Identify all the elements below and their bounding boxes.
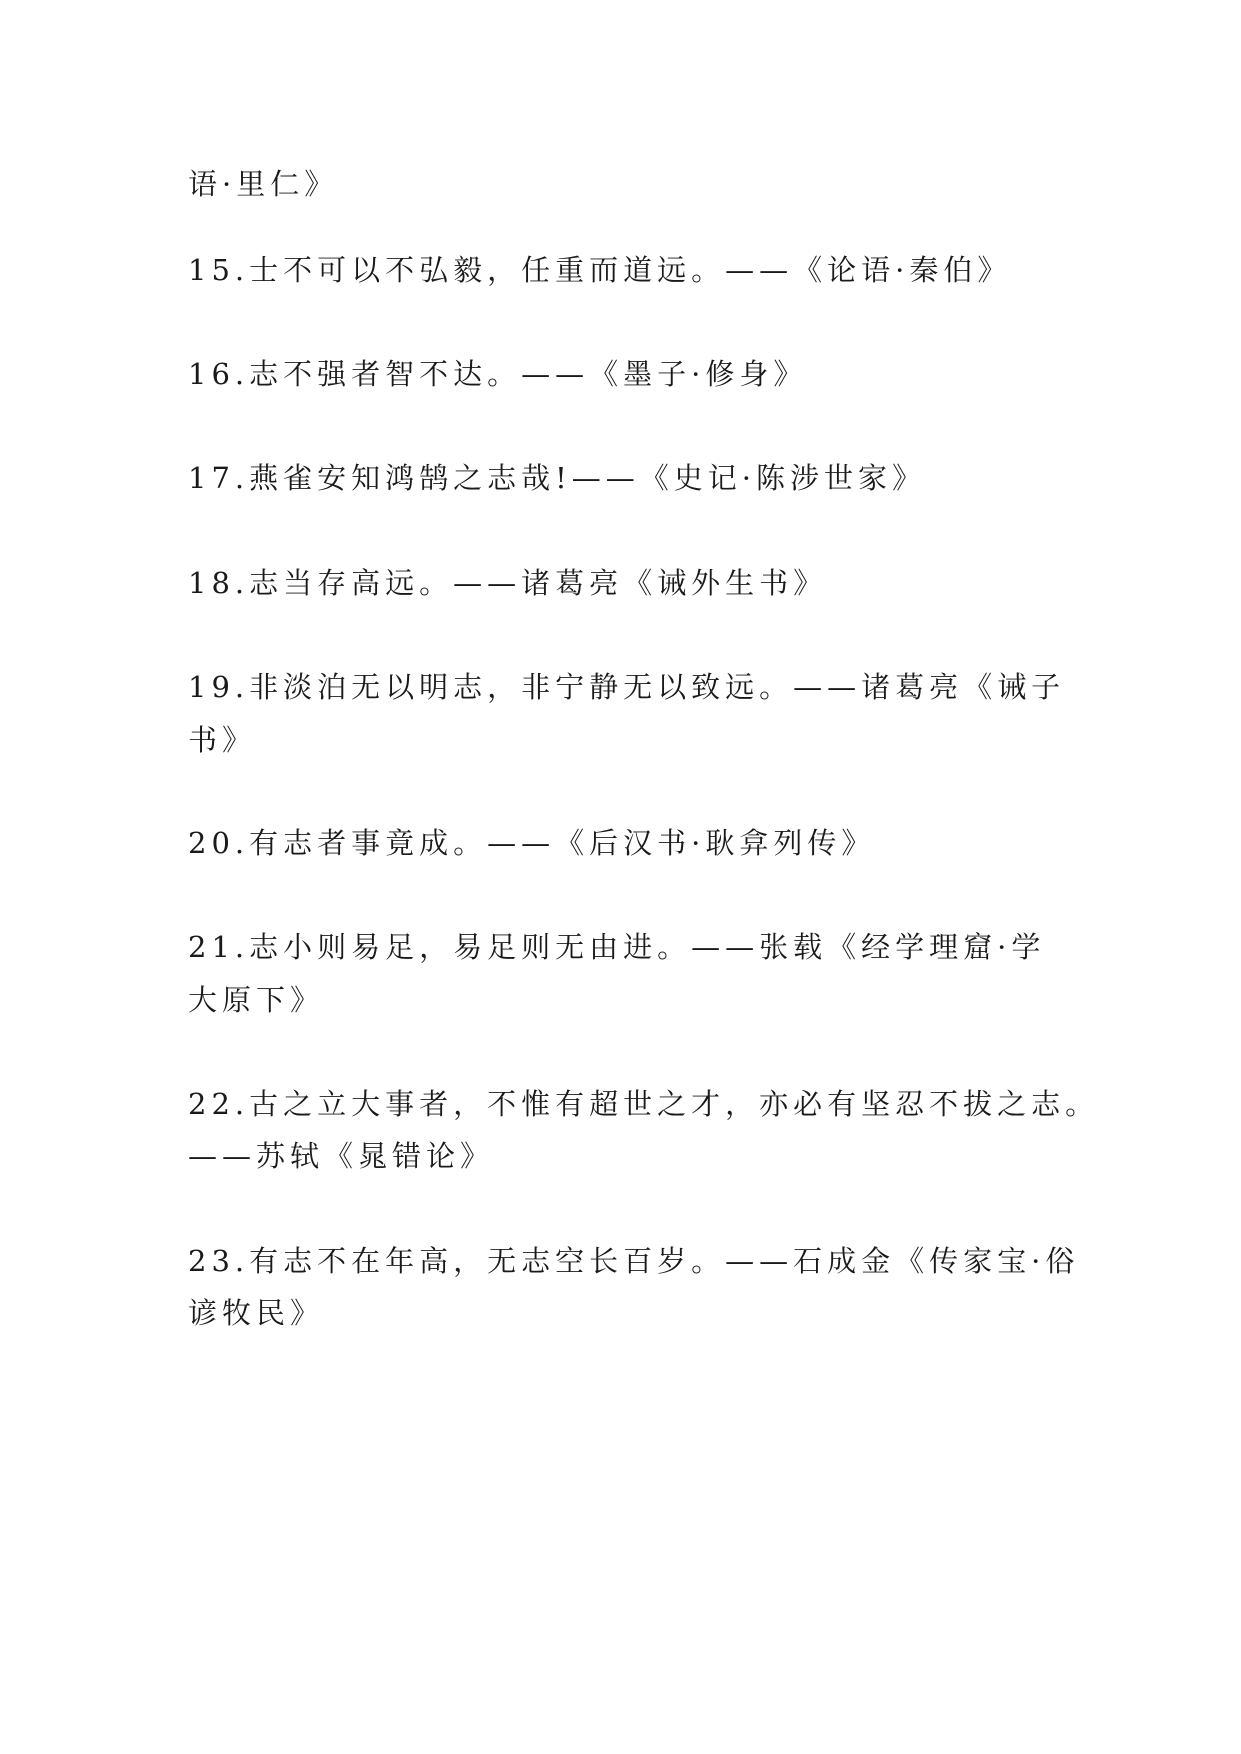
text-line: ——苏轼《晁错论》 [188, 1139, 495, 1173]
text-line: 21.志小则易足，易足则无由进。——张载《经学理窟·学 [188, 930, 1046, 964]
text-line: 23.有志不在年高，无志空长百岁。——石成金《传家宝·俗 [188, 1244, 1080, 1278]
text-line: 20.有志者事竟成。——《后汉书·耿弇列传》 [188, 826, 876, 860]
text-line: 16.志不强者智不达。——《墨子·修身》 [188, 357, 808, 391]
text-line: 19.非淡泊无以明志，非宁静无以致远。——诸葛亮《诫子 [188, 670, 1066, 704]
text-line: 18.志当存高远。——诸葛亮《诫外生书》 [188, 566, 828, 600]
text-line: 17.燕雀安知鸿鹄之志哉!——《史记·陈涉世家》 [188, 461, 926, 495]
text-line: 22.古之立大事者，不惟有超世之才，亦必有坚忍不拔之志。 [188, 1087, 1100, 1121]
text-line: 15.士不可以不弘毅，任重而道远。——《论语·秦伯》 [188, 253, 1012, 287]
text-line: 谚牧民》 [188, 1296, 325, 1330]
text-line: 书》 [188, 723, 257, 757]
text-line: 语·里仁》 [188, 167, 339, 201]
text-line: 大原下》 [188, 983, 325, 1017]
